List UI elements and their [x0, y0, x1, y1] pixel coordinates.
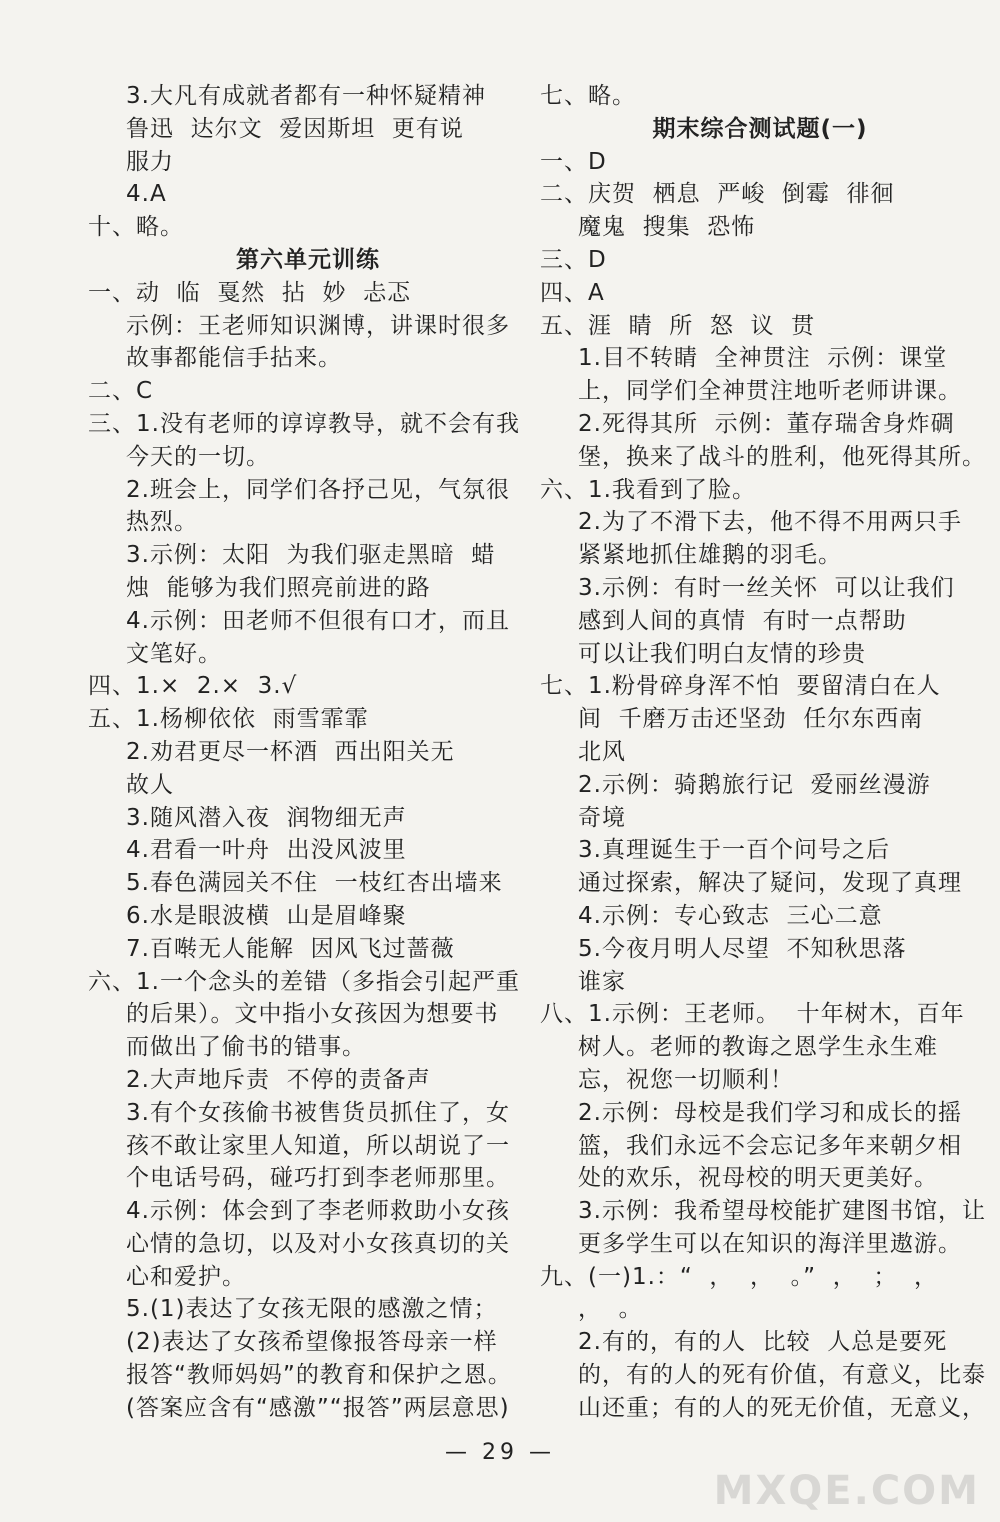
answer-line: 一、D — [540, 148, 607, 175]
answer-line: 今天的一切。 — [126, 443, 270, 470]
answer-line: 更多学生可以在知识的海洋里遨游。 — [578, 1230, 962, 1257]
answer-line: ， 。 — [578, 1296, 643, 1323]
answer-line: 6.水是眼波横 山是眉峰聚 — [126, 902, 407, 929]
answer-line: 间 千磨万击还坚劲 任尔东西南 — [578, 706, 924, 733]
answer-line: 4.示例：体会到了李老师救助小女孩 — [126, 1198, 510, 1225]
answer-line: 报答“教师妈妈”的教育和保护之恩。 — [126, 1362, 512, 1389]
answer-line: 4.君看一叶舟 出没风波里 — [126, 837, 407, 864]
answer-line: 5.春色满园关不住 一枝红杏出墙来 — [126, 870, 503, 897]
right-column — [540, 80, 986, 1425]
watermark-logo: MXQE.COM — [713, 1468, 980, 1514]
section-title: 第六单元训练 — [236, 246, 380, 273]
answer-line: 2.班会上，同学们各抒己见，气氛很 — [126, 476, 510, 503]
answer-line: 处的欢乐，祝母校的明天更美好。 — [578, 1165, 938, 1192]
answer-line: 文笔好。 — [126, 640, 222, 667]
answer-line: 一、动 临 戛然 拈 妙 忐忑 — [88, 279, 412, 306]
answer-line: 的后果）。文中指小女孩因为想要书 — [126, 1001, 499, 1028]
answer-line: 1.目不转睛 全神贯注 示例：课堂 — [578, 345, 948, 372]
answer-line: 堡，换来了战斗的胜利，他死得其所。 — [578, 443, 986, 470]
answer-line: 2.有的，有的人 比较 人总是要死 — [578, 1329, 948, 1356]
answer-line: 九、(一)1.：“ ， ， 。” ， ； ， — [540, 1263, 938, 1290]
answer-line: 7.百啭无人能解 因风飞过蔷薇 — [126, 935, 455, 962]
left-column — [88, 80, 528, 1425]
answer-line: 七、略。 — [540, 83, 636, 109]
answer-line: 3.示例：我希望母校能扩建图书馆，让 — [578, 1198, 986, 1225]
answer-line: 三、1.没有老师的谆谆教导，就不会有我 — [88, 410, 520, 437]
section-title: 期末综合测试题(一) — [652, 115, 868, 142]
answer-line: 奇境 — [578, 804, 626, 831]
answer-line: 篮，我们永远不会忘记多年来朝夕相 — [578, 1132, 962, 1159]
answer-line: 故事都能信手拈来。 — [126, 345, 342, 372]
answer-line: 4.A — [126, 181, 167, 208]
answer-line: 2.大声地斥责 不停的责备声 — [126, 1066, 431, 1093]
answer-line: 八、1.示例：王老师。 十年树木，百年 — [540, 1001, 965, 1028]
answer-line: 六、1.我看到了脸。 — [540, 476, 756, 503]
answer-line: 北风 — [578, 738, 626, 765]
answer-line: 上，同学们全神贯注地听老师讲课。 — [578, 378, 962, 405]
answer-line: 5.(1)表达了女孩无限的感激之情； — [126, 1296, 498, 1323]
answer-line: 2.死得其所 示例：董存瑞舍身炸碉 — [578, 410, 955, 437]
answer-line: 心和爱护。 — [126, 1263, 246, 1290]
answer-line: 3.随风潜入夜 润物细无声 — [126, 804, 407, 831]
answer-line: 3.大凡有成就者都有一种怀疑精神 — [126, 83, 486, 109]
answer-line: 2.示例：骑鹅旅行记 爱丽丝漫游 — [578, 771, 931, 798]
answer-line: 5.今夜月明人尽望 不知秋思落 — [578, 935, 907, 962]
answer-line: 而做出了偷书的错事。 — [126, 1034, 366, 1061]
answer-line: 2.为了不滑下去，他不得不用两只手 — [578, 509, 962, 536]
answer-line: 热烈。 — [126, 509, 198, 536]
answer-line: 可以让我们明白友情的珍贵 — [578, 640, 866, 667]
answer-line: 3.有个女孩偷书被售货员抓住了，女 — [126, 1099, 510, 1126]
answer-line: 感到人间的真情 有时一点帮助 — [578, 607, 907, 634]
answer-line: 五、涯 睛 所 怒 议 贯 — [540, 312, 816, 339]
answer-line: 2.劝君更尽一杯酒 西出阳关无 — [126, 738, 455, 765]
answer-line: 3.示例：有时一丝关怀 可以让我们 — [578, 574, 955, 601]
answer-line: 二、庆贺 栖息 严峻 倒霉 徘徊 — [540, 181, 895, 208]
answer-line: 服力 — [126, 148, 174, 175]
answer-line: 二、C — [88, 378, 154, 405]
answer-line: 2.示例：母校是我们学习和成长的摇 — [578, 1099, 962, 1126]
answer-line: 四、1.× 2.× 3.√ — [88, 673, 298, 700]
answer-line: (答案应含有“感激”“报答”两层意思) — [126, 1394, 510, 1421]
answer-line: 3.示例：太阳 为我们驱走黑暗 蜡 — [126, 542, 496, 569]
answer-line: 4.示例：专心致志 三心二意 — [578, 902, 883, 929]
answer-line: 示例：王老师知识渊博，讲课时很多 — [126, 312, 510, 339]
answer-line: (2)表达了女孩希望像报答母亲一样 — [126, 1329, 498, 1356]
answer-line: 魔鬼 搜集 恐怖 — [578, 214, 756, 241]
answer-line: 鲁迅 达尔文 爱因斯坦 更有说 — [126, 115, 464, 142]
answer-line: 树人。老师的教诲之恩学生永生难 — [578, 1034, 938, 1061]
answer-line: 四、A — [540, 279, 605, 306]
answer-line: 十、略。 — [88, 214, 184, 241]
answer-line: 紧紧地抓住雄鹅的羽毛。 — [578, 542, 842, 569]
answer-line: 个电话号码，碰巧打到李老师那里。 — [126, 1165, 510, 1192]
page-number: — 29 — — [445, 1440, 555, 1465]
answer-line: 七、1.粉骨碎身浑不怕 要留清白在人 — [540, 673, 941, 700]
answer-line: 山还重；有的人的死无价值，无意义， — [578, 1394, 986, 1421]
answer-line: 烛 能够为我们照亮前进的路 — [126, 574, 431, 601]
answer-line: 忘，祝您一切顺利！ — [578, 1066, 794, 1093]
answer-line: 4.示例：田老师不但很有口才，而且 — [126, 607, 510, 634]
answer-line: 五、1.杨柳依依 雨雪霏霏 — [88, 706, 369, 733]
answer-line: 孩不敢让家里人知道，所以胡说了一 — [126, 1132, 510, 1159]
answer-line: 故人 — [126, 771, 174, 798]
answer-line: 通过探索，解决了疑问，发现了真理 — [578, 870, 962, 897]
answer-line: 谁家 — [578, 968, 626, 995]
answer-line: 六、1.一个念头的差错（多指会引起严重 — [88, 968, 520, 995]
answer-line: 3.真理诞生于一百个问号之后 — [578, 837, 890, 864]
answer-line: 心情的急切，以及对小女孩真切的关 — [126, 1230, 510, 1257]
answer-line: 的，有的人的死有价值，有意义，比泰 — [578, 1362, 986, 1389]
answer-line: 三、D — [540, 246, 607, 273]
